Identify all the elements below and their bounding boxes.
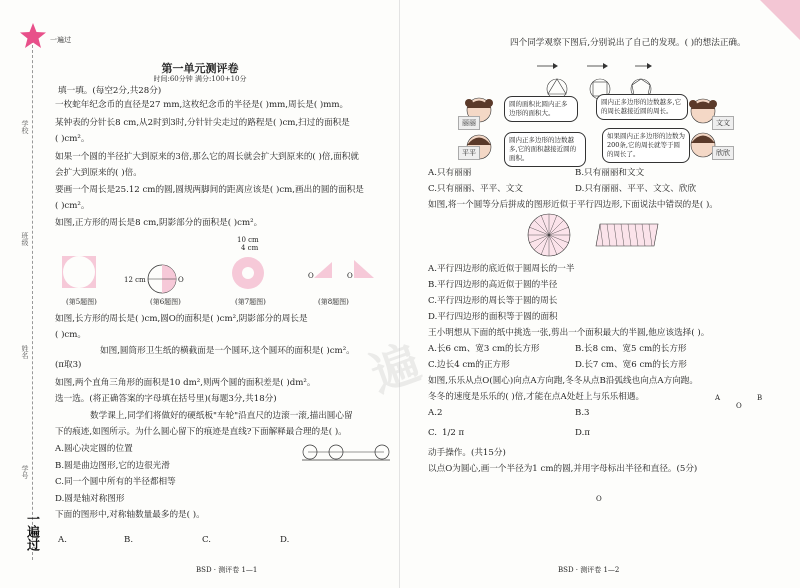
question-line: 如图,长方形的周长是( )cm,圆O的面积是( )cm²,阴影部分的周长是 (55, 314, 308, 324)
question-line: 如图,两个直角三角形的面积是10 dm²,则两个圆的面积差是( )dm²。 (55, 378, 316, 388)
question-line: ( )cm²。 (55, 201, 90, 211)
speech-bubble: 如果圆内正多边形的边数为200条,它的周长就等于圆的周长了。 (602, 128, 690, 163)
figure-6-circle (147, 262, 177, 296)
question-line: ( )cm²。 (55, 134, 90, 144)
parallelogram-figure (590, 222, 660, 248)
badge-label: 一遍过 (50, 36, 71, 44)
question-line: 如图,圆筒形卫生纸的横截面是一个圆环,这个圆环的面积是( )cm²。 (100, 346, 355, 356)
option-line: B.只有丽丽和文文 (575, 168, 645, 178)
option-a: A. (58, 535, 67, 545)
question-line: 四个同学观察下图后,分别说出了自己的发现。( )的想法正确。 (510, 38, 746, 48)
figure-caption: (第7题图) (235, 298, 266, 306)
figure-label: 10 cm (237, 236, 259, 244)
option-c: C. (202, 535, 212, 545)
question-line: 冬冬的速度是乐乐的( )倍,才能在点A处赶上与乐乐相遇。 (428, 392, 645, 402)
question-line: 如图,将一个圆等分后拼成的图形近似于平行四边形,下面说法中错误的是( )。 (428, 200, 718, 210)
point-label: O (347, 272, 353, 280)
question-line: 要画一个周长是25.12 cm的圆,圆规两脚间的距离应该是( )cm,画出的圆的面积是 (55, 185, 364, 195)
question-line: ( )cm。 (55, 330, 86, 340)
point-o-label: O (736, 402, 742, 410)
question-line: 一枚蛇年纪念币的直径是27 mm,这枚纪念币的半径是( )mm,周长是( )mm。 (55, 100, 349, 110)
page-footer: BSD · 测评卷 1—1 (196, 566, 258, 574)
gutter-school: 学校 (21, 120, 29, 134)
page-subtitle: 时间:60分钟 满分:100+10分 (153, 75, 247, 83)
name-tag-xinxin: 欣欣 (712, 146, 734, 160)
option-line: C.平行四边形的周长等于圆的周长 (428, 296, 558, 306)
question-line: 以点O为圆心,画一个半径为1 cm的圆,并用字母标出半径和直径。(5分) (428, 464, 698, 474)
point-label: O (178, 276, 184, 284)
cut-line (32, 40, 33, 560)
option-line: D.π (575, 428, 590, 438)
question-line: 王小明想从下面的纸中挑选一张,剪出一个面积最大的半圆,他应该选择( )。 (428, 328, 710, 338)
corner-ribbon (760, 0, 800, 40)
binding-gutter (0, 0, 38, 588)
speech-bubble: 圆的面积比圆内正多边形的面积大。 (504, 96, 578, 122)
gutter-name: 姓名 (21, 345, 29, 359)
section-heading-fill: 填一填。(每空2分,共28分) (58, 86, 162, 96)
brand-vertical: 一遍过 (24, 512, 39, 551)
option-line: D.只有丽丽、平平、文文、欣欣 (575, 184, 697, 194)
figure-caption: (第8题图) (318, 298, 349, 306)
figure-7-ring (226, 256, 270, 290)
gutter-class: 班级 (21, 232, 29, 246)
page-title: 第一单元测评卷 (161, 62, 239, 75)
question-line: 下的痕迹,如图所示。为什么圆心留下的痕迹是直线?下面解释最合理的是( )。 (55, 427, 347, 437)
section-heading-choice: 选一选。(将正确答案的字母填在括号里)(每题3分,共18分) (55, 394, 277, 404)
option-line: D.平行四边形的面积等于圆的面积 (428, 312, 558, 322)
figure-label: 12 cm (124, 276, 146, 284)
figure-5-square (60, 254, 104, 290)
question-line: 如果一个圆的半径扩大到原来的3倍,那么它的周长就会扩大到原来的( )倍,面积就 (55, 152, 359, 162)
point-label: O (308, 272, 314, 280)
page-footer: BSD · 测评卷 1—2 (558, 566, 620, 574)
option-line: C.只有丽丽、平平、文文 (428, 184, 523, 194)
question-line: 某钟表的分针长8 cm,从2时到3时,分针针尖走过的路程是( )cm,扫过的面积是 (55, 118, 350, 128)
fraction-half-pi: 1/2 π (442, 428, 465, 438)
figure-8-triangle-b (352, 258, 376, 280)
option-line: A.圆心决定圆的位置 (55, 444, 133, 454)
question-line: 下面的图形中,对称轴数量最多的是( )。 (55, 510, 205, 520)
option-line: D.圆是轴对称图形 (55, 494, 125, 504)
option-line: B.平行四边形的高近似于圆的半径 (428, 280, 558, 290)
option-line: B.3 (575, 408, 590, 418)
option-line: B.圆是曲边图形,它的边很光滑 (55, 461, 170, 471)
question-line: (π取3) (55, 360, 82, 370)
option-d: D. (280, 535, 290, 545)
question-line: 数学课上,同学们将做好的硬纸板"车轮"沿直尺的边滚一滚,描出圆心留 (90, 411, 353, 421)
rolling-wheel-figure (300, 440, 392, 464)
watermark: 遍 (363, 334, 428, 404)
arrow-sequence (535, 60, 655, 72)
option-line: A.2 (428, 408, 443, 418)
right-page (363, 0, 800, 588)
section-heading-practice: 动手操作。(共15分) (428, 448, 506, 458)
option-line: C. (428, 428, 438, 438)
divided-circle-figure (525, 212, 573, 258)
figure-caption: (第5题图) (66, 298, 97, 306)
question-line: 如图,正方形的周长是8 cm,阴影部分的面积是( )cm²。 (55, 218, 263, 228)
speech-bubble: 圆内正多边形的边数越多,它的周长越接近圆的周长。 (596, 94, 688, 120)
option-line: A.长6 cm、宽3 cm的长方形 (428, 344, 540, 354)
question-line: 如图,乐乐从点O(圆心)向点A方向跑,冬冬从点B沿弧线也向点A方向跑。 (428, 376, 698, 386)
option-line: C.边长4 cm的正方形 (428, 360, 510, 370)
option-line: B.长8 cm、宽5 cm的长方形 (575, 344, 687, 354)
star-badge-icon (18, 22, 48, 52)
speech-bubble: 圆内正多边形的边数越多,它的面积越接近圆的面积。 (504, 132, 586, 167)
question-line: 会扩大到原来的( )倍。 (55, 168, 142, 178)
gutter-student-no: 学号 (21, 465, 29, 479)
figure-8-triangle-a (312, 260, 334, 280)
point-b-label: B (757, 394, 763, 402)
figure-label: 4 cm (241, 244, 259, 252)
point-a-label: A (715, 394, 721, 402)
option-line: A.平行四边形的底近似于圆周长的一半 (428, 264, 575, 274)
option-b: B. (124, 535, 134, 545)
option-line: D.长7 cm、宽6 cm的长方形 (575, 360, 687, 370)
option-line: C.同一个圆中所有的半径都相等 (55, 477, 176, 487)
name-tag-wenwen: 文文 (712, 116, 734, 130)
figure-caption: (第6题图) (150, 298, 181, 306)
center-o-label: O (596, 495, 602, 503)
name-tag-pingping: 平平 (458, 146, 480, 160)
option-line: A.只有丽丽 (428, 168, 472, 178)
name-tag-lili: 丽丽 (458, 116, 480, 130)
